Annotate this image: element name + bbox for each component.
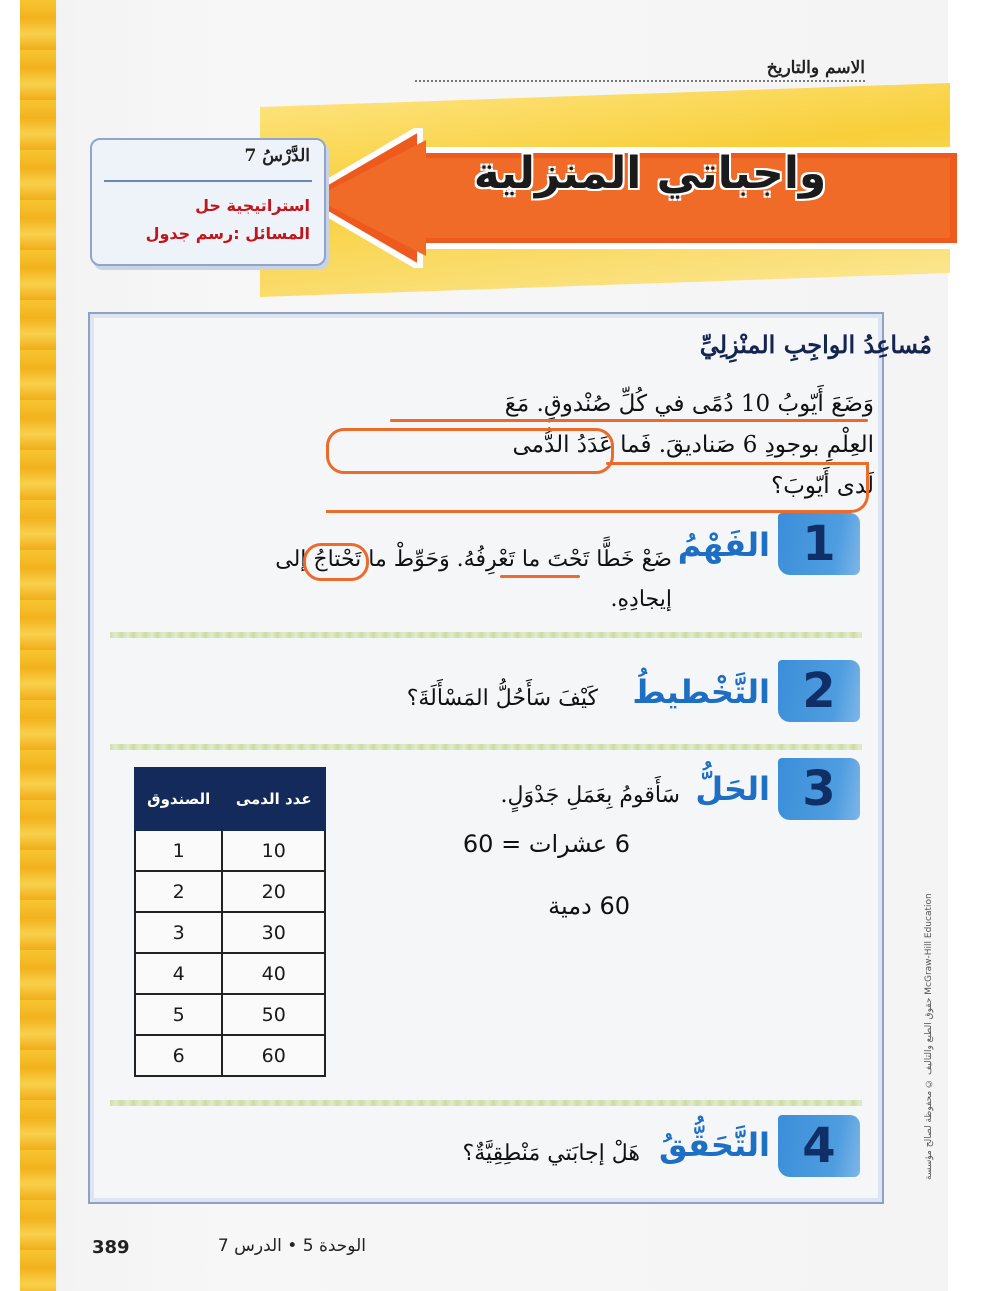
underline-known-step bbox=[500, 575, 580, 578]
calc-right: 60 bbox=[462, 830, 494, 858]
cell-box: 6 bbox=[135, 1035, 222, 1076]
copyright-credit: حقوق الطبع والتأليف © محفوظة لصالح مؤسسة McGraw-Hill Education bbox=[924, 893, 934, 1180]
unit-lesson-footer: الوحدة 5 • الدرس 7 bbox=[217, 1236, 366, 1256]
strategy-line-2: المسائل :رسم جدول bbox=[145, 224, 310, 243]
page-edge-stripe bbox=[20, 0, 56, 1291]
section-divider-1 bbox=[110, 632, 862, 638]
cell-dolls: 10 bbox=[222, 830, 325, 871]
step-4-badge: 4 bbox=[778, 1115, 860, 1177]
name-date-label: الاسم والتاريخ bbox=[415, 58, 865, 82]
step-3-text: سَأَقومُ بِعَمَلِ جَدْوَلٍ. bbox=[500, 783, 680, 808]
step-1-text bbox=[152, 540, 672, 620]
cell-dolls: 40 bbox=[222, 953, 325, 994]
cell-dolls: 20 bbox=[222, 871, 325, 912]
step-2-title: التَّخْطيطُ bbox=[632, 673, 770, 711]
table-row bbox=[135, 830, 325, 871]
result-line: 60 دمية bbox=[548, 892, 630, 920]
section-divider-3 bbox=[110, 1100, 862, 1106]
table-row bbox=[135, 912, 325, 953]
lesson-card bbox=[90, 138, 326, 266]
circle-find-step bbox=[303, 543, 369, 581]
page-title: واجباتي المنزلية bbox=[473, 148, 827, 199]
step-4-text: هَلْ إجابَتي مَنْطِقِيَّةٌ؟ bbox=[462, 1141, 640, 1166]
table-row bbox=[135, 871, 325, 912]
cell-box: 5 bbox=[135, 994, 222, 1035]
problem-line-1: وَضَعَ أَيّوبُ 10 دُمًى في كُلِّ صُنْدوقٍ. مَعَ bbox=[504, 391, 874, 417]
cell-dolls: 50 bbox=[222, 994, 325, 1035]
step-2-text: كَيْفَ سَأَحُلُّ المَسْأَلَةَ؟ bbox=[406, 686, 598, 711]
step-1-line-2: إيجادِهِ. bbox=[610, 587, 672, 612]
calc-line bbox=[430, 830, 630, 858]
problem-line-2: العِلْمِ بوجودِ 6 صَناديقَ. فَما عَدَدُ الدُّمى bbox=[512, 432, 874, 458]
step-2-badge: 2 bbox=[778, 660, 860, 722]
section-divider-2 bbox=[110, 744, 862, 750]
step-3-title: الحَلُّ bbox=[695, 770, 770, 808]
page-number: 389 bbox=[92, 1237, 130, 1258]
table-row bbox=[135, 1035, 325, 1076]
step-3-badge: 3 bbox=[778, 758, 860, 820]
header-dolls: عدد الدمى bbox=[222, 768, 325, 830]
calc-eq: = bbox=[501, 830, 522, 858]
calc-left: 6 عشرات bbox=[528, 830, 630, 858]
step-1-badge: 1 bbox=[778, 513, 860, 575]
cell-box: 1 bbox=[135, 830, 222, 871]
step-1-title: الفَهْمُ bbox=[677, 526, 770, 564]
helper-title: مُساعِدُ الواجِبِ المنْزِلِيِّ bbox=[699, 330, 932, 359]
table-row bbox=[135, 953, 325, 994]
cell-box: 3 bbox=[135, 912, 222, 953]
lesson-strategy bbox=[120, 192, 310, 248]
cell-box: 4 bbox=[135, 953, 222, 994]
underline-known-1 bbox=[390, 419, 868, 422]
step-4-title: التَّحَقُّقُ bbox=[659, 1126, 770, 1164]
step-1-line-1: ضَعْ خَطًّا تَحْتَ ما تَعْرِفُهُ. وَحَوِّطْ ما تَحْتاجُ إلى bbox=[275, 547, 672, 572]
header-box: الصندوق bbox=[135, 768, 222, 830]
cell-box: 2 bbox=[135, 871, 222, 912]
cell-dolls: 30 bbox=[222, 912, 325, 953]
circle-unknown-2 bbox=[326, 462, 869, 513]
strategy-line-1: استراتيجية حل bbox=[195, 196, 310, 215]
solution-table bbox=[134, 767, 326, 1077]
problem-line-3: لَدى أَيّوبَ؟ bbox=[771, 473, 874, 499]
lesson-divider bbox=[104, 180, 312, 182]
table-row bbox=[135, 994, 325, 1035]
cell-dolls: 60 bbox=[222, 1035, 325, 1076]
lesson-number: الدَّرْسُ 7 bbox=[244, 146, 310, 166]
